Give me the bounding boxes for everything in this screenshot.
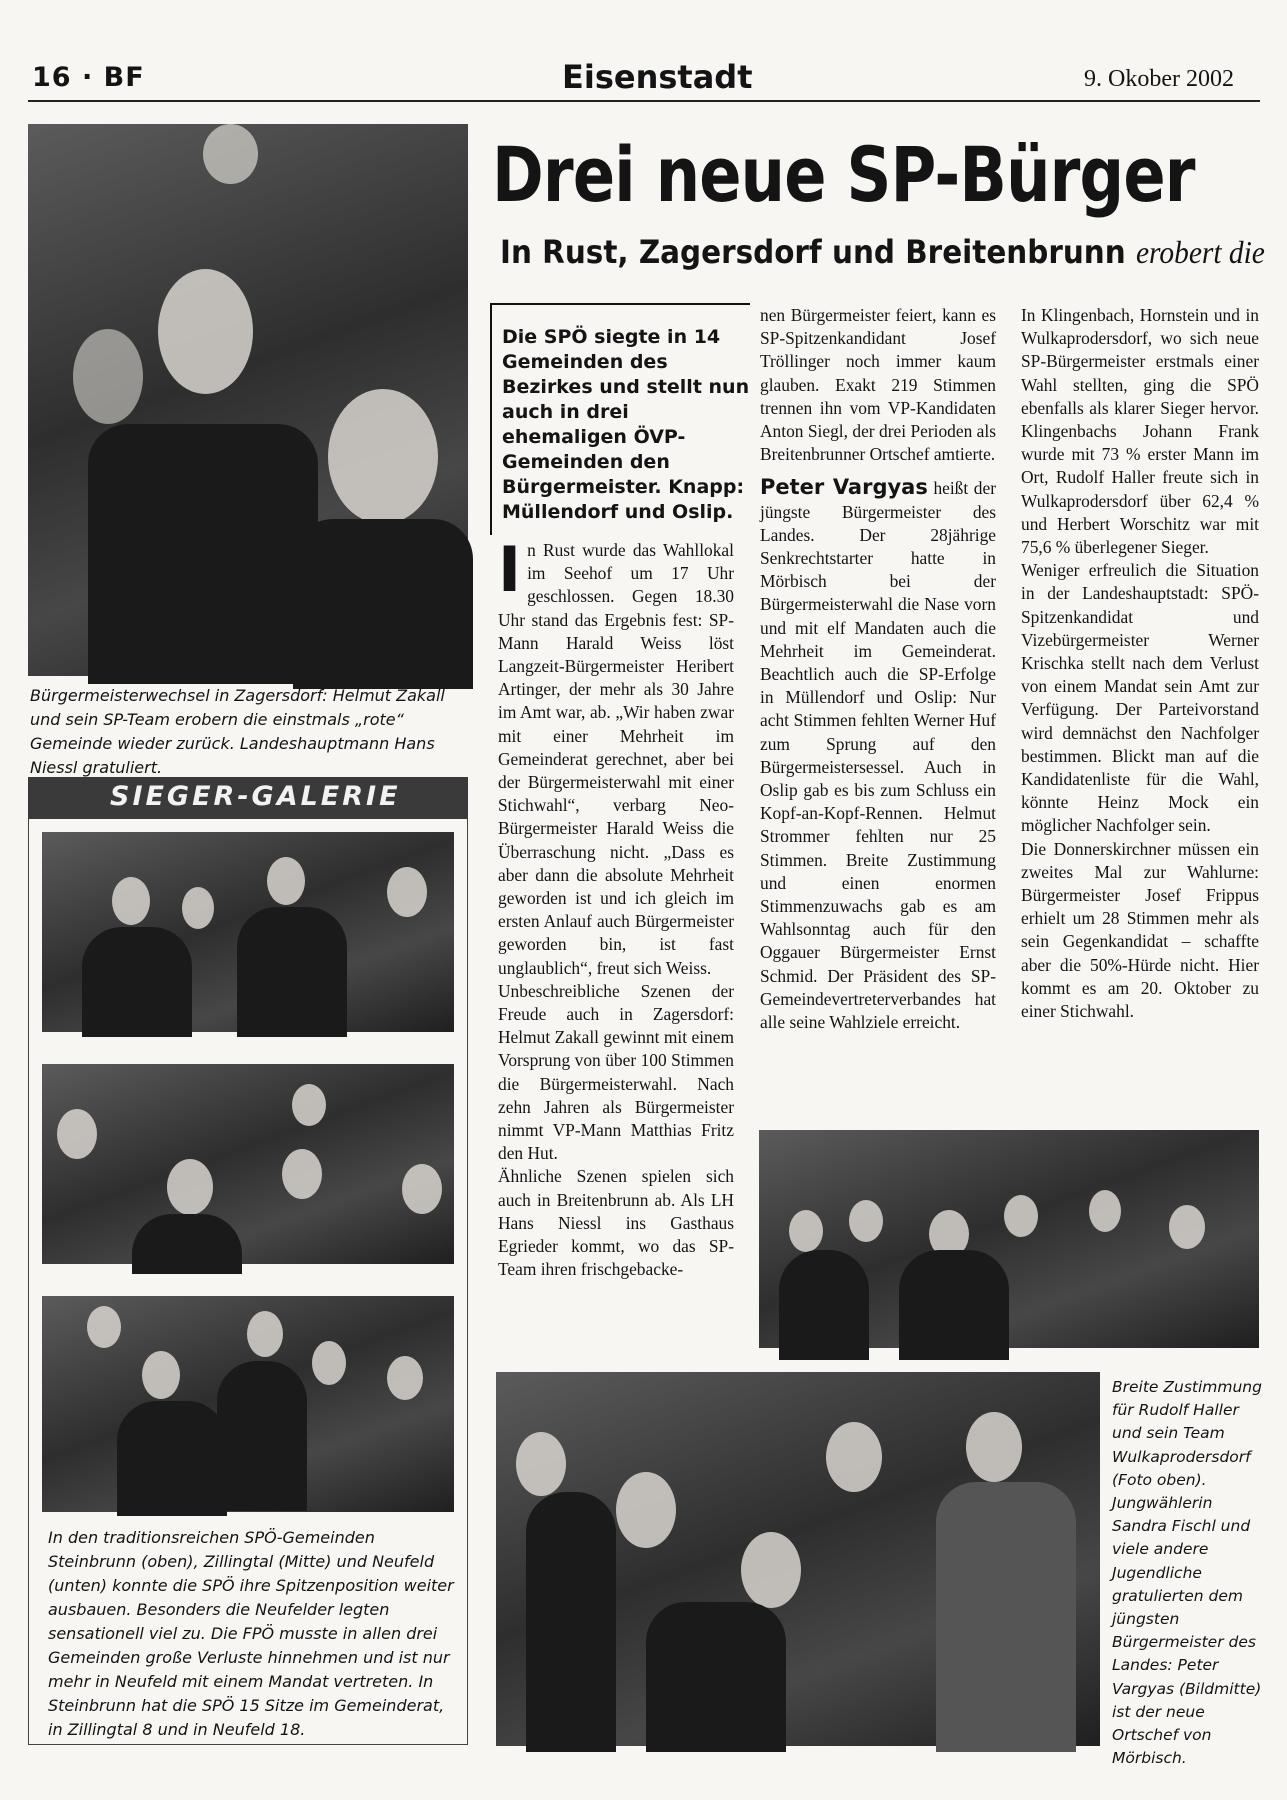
column-2-paragraph-2 [760, 476, 996, 1034]
run-in-name: Peter Vargyas [760, 475, 928, 500]
gallery-photo-steinbrunn [42, 832, 454, 1032]
section-title: Eisenstadt [562, 58, 753, 96]
photo-moerbisch-vargyas [496, 1372, 1100, 1746]
gallery-title [110, 781, 401, 812]
subhead-italic: erobert die [1135, 234, 1265, 270]
photo-wulkaprodersdorf-team [759, 1130, 1259, 1348]
article-subhead [500, 233, 1265, 271]
page-number: 16 · BF [32, 62, 145, 93]
column-1-paragraph-2: Unbeschreibliche Szenen der Freude auch in Zagersdorf: Helmut Zakall gewinnt mit einem Vorsprung von über 100 Stimmen die Bürgermeisterwahl. Nach zehn Jahren als Bürgermeister nimmt VP-Mann Matthias Fritz den Hut. [498, 980, 734, 1164]
article-lead: Die SPÖ siegte in 14 Gemeinden des Bezirkes und stellt nun auch in drei ehemaligen ÖVP-Gemeinden den Bürgermeister. Knapp: Müllendorf und Oslip. [490, 303, 750, 535]
column-3-paragraph-3: Die Donnerskirchner müssen ein zweites Mal zur Wahlurne: Bürgermeister Josef Frippus erhielt um 28 Stimmen mehr als sein Gegenkandidat – schaffte aber die 50%-Hürde nicht. Hier kommt es am 20. Oktober zu einer Stichwahl. [1021, 838, 1259, 1022]
gallery-title-text: SIEGER-GALERIE [110, 781, 401, 812]
column-3-paragraph-2: Weniger erfreulich die Situation in der Landeshauptstadt: SPÖ-Spitzenkandidat und Vizebürgermeister Werner Krischka stellt nach dem Verlust von einem Mandat sein Amt zur Verfügung. Der Parteivorstand wird demnächst den Nachfolger bestimmen. Blickt man auf die Kandidatenliste für die Wahl, könnte Heinz Mock ein möglicher Nachfolger sein. [1021, 560, 1259, 836]
article-column-3 [1021, 304, 1259, 1023]
gallery-photo-zillingtal [42, 1064, 454, 1264]
article-column-1 [498, 533, 734, 1282]
caption-gallery: In den traditionsreichen SPÖ-Gemeinden Steinbrunn (oben), Zillingtal (Mitte) und Neufeld (unten) konnte die SPÖ ihre Spitzenposition weiter ausbauen. Besonders die Neufelder legten sensationell viel zu. Die FPÖ musste in allen drei Gemeinden große Verluste hinnehmen und ist nur mehr in Neufeld mit einem Mandat vertreten. In Steinbrunn hat die SPÖ 15 Sitze im Gemeinderat, in Zillingtal 8 und in Neufeld 18. [48, 1528, 454, 1739]
issue-date: 9. Okober 2002 [1084, 66, 1234, 92]
caption-bottom-right: Breite Zustimmung für Rudolf Haller und sein Team Wulkaprodersdorf (Foto oben). Jungwählerin Sandra Fischl und viele andere Jugendliche gratulierten dem jüngsten Bürgermeister des Landes: Peter Vargyas (Bildmitte) ist der neue Ortschef von Mörbisch. [1112, 1378, 1262, 1768]
drop-cap: I [498, 533, 522, 606]
column-1-paragraph-1: n Rust wurde das Wahllokal im Seehof um 17 Uhr geschlossen. Gegen 18.30 Uhr stand das Ergebnis fest: SP-Mann Harald Weiss löst Langzeit-Bürgermeister Heribert Artinger, der mehr als 30 Jahre im Amt war, ab. „Wir haben zwar mit einer Mehrheit im Gemeinderat gerechnet, aber bei der Bürgermeisterwahl mit einer Stichwahl“, verbarg Neo-Bürgermeister Harald Weiss die Überraschung nicht. „Dass es aber dann die absolute Mehrheit geworden ist und ich gleich im ersten Anlauf auch Bürgermeister geworden bin, ist fast unglaublich“, freut sich Weiss. [498, 540, 734, 978]
subhead-bold: In Rust, Zagersdorf und Breitenbrunn [500, 233, 1126, 271]
caption-top-photo: Bürgermeisterwechsel in Zagersdorf: Helmut Zakall und sein SP-Team erobern die einstmals „rote“ Gemeinde wieder zurück. Landeshauptmann Hans Niessl gratuliert. [30, 686, 445, 777]
column-2-paragraph-1: nen Bürgermeister feiert, kann es SP-Spitzenkandidant Josef Tröllinger noch immer kaum glauben. Exakt 219 Stimmen trennen ihn vom VP-Kandidaten Anton Siegl, der drei Perioden als Breitenbrunner Ortschef amtierte. [760, 305, 996, 465]
gallery-photo-neufeld [42, 1296, 454, 1512]
column-2-paragraph-2-text: heißt der jüngste Bürgermeister des Landes. Der 28jährige Senkrechtstarter hatte in Mörbisch bei der Bürgermeisterwahl die Nase vorn und mit elf Mandaten auch die Mehrheit im Gemeinderat. Beachtlich auch die SP-Erfolge in Müllendorf und Oslip: Nur acht Stimmen fehlten Werner Huf zum Sprung auf den Bürgermeistersessel. Auch in Oslip gab es bis zum Schluss ein Kopf-an-Kopf-Rennen. Helmut Strommer fehlten nur 25 Stimmen. Breite Zustimmung und einen enormen Stimmenzuwachs gab es am Wahlsonntag auch für den Oggauer Bürgermeister Ernst Schmid. Der Präsident des SP-Gemeindevertreterverbandes hat alle seine Wahlziele erreicht. [760, 478, 996, 1033]
column-3-paragraph-1: In Klingenbach, Hornstein und in Wulkaprodersdorf, wo sich neue SP-Bürgermeister erstmals einer Wahl stellten, ging die SPÖ ebenfalls als klarer Sieger hervor. Klingenbachs Johann Frank wurde mit 73 % erster Mann im Ort, Rudolf Haller freute sich in Wulkaprodersdorf über 62,4 % und Herbert Worschitz war mit 75,6 % überlegener Sieger. [1021, 305, 1259, 558]
photo-zagersdorf-celebration [28, 124, 468, 676]
header-rule [28, 100, 1260, 102]
column-1-paragraph-3: Ähnliche Szenen spielen sich auch in Breitenbrunn ab. Als LH Hans Niessl ins Gasthaus Egrieder kommt, wo das SP-Team ihren frischgebacke- [498, 1166, 734, 1280]
article-headline: Drei neue SP-Bürger [492, 130, 1195, 219]
article-column-2 [760, 304, 996, 1034]
